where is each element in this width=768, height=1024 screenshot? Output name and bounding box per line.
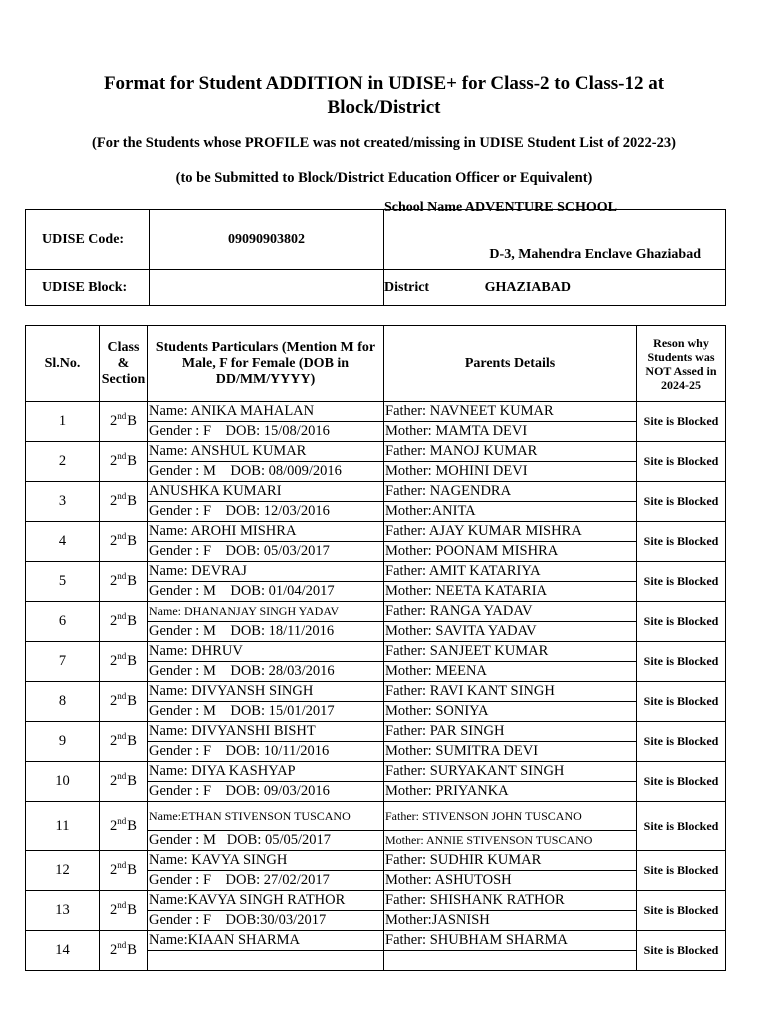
cell-mother: Mother: MOHINI DEVI <box>384 462 637 482</box>
cell-sl-no: 4 <box>26 522 100 562</box>
class-suffix: nd <box>117 900 127 911</box>
class-number: 2 <box>110 942 118 958</box>
class-suffix: nd <box>117 651 127 662</box>
table-row <box>26 891 726 911</box>
class-suffix: nd <box>117 771 127 782</box>
class-number: 2 <box>110 862 118 878</box>
cell-class-section <box>100 851 148 891</box>
cell-sl-no: 5 <box>26 562 100 602</box>
class-section: B <box>127 573 137 589</box>
cell-class-section <box>100 482 148 522</box>
class-suffix: nd <box>117 815 127 826</box>
cell-mother: Mother: NEETA KATARIA <box>384 582 637 602</box>
table-row <box>26 482 726 502</box>
cell-student-name: Name: ANIKA MAHALAN <box>148 402 384 422</box>
cell-father: Father: NAVNEET KUMAR <box>384 402 637 422</box>
table-row <box>26 402 726 422</box>
cell-gender-dob: Gender : F DOB: 12/03/2016 <box>148 502 384 522</box>
cell-reason: Site is Blocked <box>637 851 726 891</box>
udise-code-value: 09090903802 <box>150 210 384 270</box>
class-number: 2 <box>110 653 118 669</box>
cell-student-name: Name: DHANANJAY SINGH YADAV <box>148 602 384 622</box>
cell-student-name: ANUSHKA KUMARI <box>148 482 384 502</box>
cell-mother: Mother: MEENA <box>384 662 637 682</box>
student-table <box>25 325 726 971</box>
cell-father: Father: RAVI KANT SINGH <box>384 682 637 702</box>
cell-gender-dob: Gender : F DOB: 15/08/2016 <box>148 422 384 442</box>
cell-father: Father: RANGA YADAV <box>384 602 637 622</box>
cell-student-name: Name: DIVYANSHI BISHT <box>148 722 384 742</box>
cell-class-section <box>100 931 148 971</box>
cell-mother: Mother: ASHUTOSH <box>384 871 637 891</box>
header-parents-details: Parents Details <box>384 326 637 402</box>
class-section: B <box>127 902 137 918</box>
class-section: B <box>127 862 137 878</box>
cell-student-name: Name: DIVYANSH SINGH <box>148 682 384 702</box>
class-section: B <box>127 773 137 789</box>
class-number: 2 <box>110 493 118 509</box>
cell-gender-dob: Gender : M DOB: 18/11/2016 <box>148 622 384 642</box>
cell-class-section <box>100 402 148 442</box>
cell-student-name: Name: AROHI MISHRA <box>148 522 384 542</box>
cell-student-name: Name:ETHAN STIVENSON TUSCANO <box>148 802 384 831</box>
class-suffix: nd <box>117 451 127 462</box>
cell-mother: Mother:ANITA <box>384 502 637 522</box>
cell-sl-no: 9 <box>26 722 100 762</box>
cell-student-name: Name: DHRUV <box>148 642 384 662</box>
table-row <box>26 851 726 871</box>
subtitle-submission: (to be Submitted to Block/District Education Officer or Equivalent) <box>175 170 593 186</box>
title-line-2: Block/District <box>327 97 441 118</box>
cell-reason: Site is Blocked <box>637 402 726 442</box>
class-suffix: nd <box>117 571 127 582</box>
table-row <box>26 931 726 951</box>
cell-gender-dob <box>148 951 384 971</box>
subtitle-profile-missing: (For the Students whose PROFILE was not created/missing in UDISE Student List of 2022-23) <box>92 135 676 151</box>
cell-gender-dob: Gender : M DOB: 28/03/2016 <box>148 662 384 682</box>
cell-reason: Site is Blocked <box>637 931 726 971</box>
cell-sl-no: 11 <box>26 802 100 851</box>
cell-sl-no: 12 <box>26 851 100 891</box>
cell-sl-no: 6 <box>26 602 100 642</box>
cell-gender-dob: Gender : M DOB: 05/05/2017 <box>148 831 384 851</box>
class-number: 2 <box>110 573 118 589</box>
class-suffix: nd <box>117 491 127 502</box>
class-section: B <box>127 693 137 709</box>
cell-gender-dob: Gender : F DOB: 05/03/2017 <box>148 542 384 562</box>
cell-reason: Site is Blocked <box>637 762 726 802</box>
class-number: 2 <box>110 693 118 709</box>
cell-mother: Mother: POONAM MISHRA <box>384 542 637 562</box>
table-row <box>26 602 726 622</box>
cell-father: Father: SUDHIR KUMAR <box>384 851 637 871</box>
cell-reason: Site is Blocked <box>637 802 726 851</box>
cell-class-section <box>100 602 148 642</box>
cell-father: Father: SURYAKANT SINGH <box>384 762 637 782</box>
cell-mother: Mother: SUMITRA DEVI <box>384 742 637 762</box>
cell-class-section <box>100 802 148 851</box>
cell-class-section <box>100 682 148 722</box>
header-reason: Reson why Students was NOT Assed in 2024-25 <box>637 326 726 402</box>
title-line-1: Format for Student ADDITION in UDISE+ for Class-2 to Class-12 at <box>103 73 665 94</box>
cell-reason: Site is Blocked <box>637 602 726 642</box>
cell-sl-no: 3 <box>26 482 100 522</box>
cell-class-section <box>100 562 148 602</box>
cell-reason: Site is Blocked <box>637 891 726 931</box>
school-address: D-3, Mahendra Enclave Ghaziabad <box>489 247 701 262</box>
cell-father: Father: NAGENDRA <box>384 482 637 502</box>
school-name-cut: School Name ADVENTURE SCHOOL <box>384 200 617 215</box>
table-row <box>26 682 726 702</box>
class-section: B <box>127 733 137 749</box>
cell-mother: Mother: SAVITA YADAV <box>384 622 637 642</box>
cell-gender-dob: Gender : F DOB: 10/11/2016 <box>148 742 384 762</box>
class-number: 2 <box>110 613 118 629</box>
cell-father: Father: SHUBHAM SHARMA <box>384 931 637 951</box>
cell-mother: Mother: SONIYA <box>384 702 637 722</box>
cell-mother: Mother: ANNIE STIVENSON TUSCANO <box>384 831 637 851</box>
table-row <box>26 522 726 542</box>
cell-reason: Site is Blocked <box>637 642 726 682</box>
cell-sl-no: 14 <box>26 931 100 971</box>
cell-class-section <box>100 522 148 562</box>
cell-father: Father: MANOJ KUMAR <box>384 442 637 462</box>
cell-gender-dob: Gender : M DOB: 01/04/2017 <box>148 582 384 602</box>
class-section: B <box>127 613 137 629</box>
class-section: B <box>127 453 137 469</box>
class-suffix: nd <box>117 691 127 702</box>
cell-father: Father: AJAY KUMAR MISHRA <box>384 522 637 542</box>
cell-reason: Site is Blocked <box>637 682 726 722</box>
cell-reason: Site is Blocked <box>637 722 726 762</box>
cell-reason: Site is Blocked <box>637 442 726 482</box>
cell-student-name: Name: KAVYA SINGH <box>148 851 384 871</box>
header-class-section: Class & Section <box>100 326 148 402</box>
cell-student-name: Name:KAVYA SINGH RATHOR <box>148 891 384 911</box>
cell-reason: Site is Blocked <box>637 562 726 602</box>
class-suffix: nd <box>117 611 127 622</box>
class-number: 2 <box>110 453 118 469</box>
table-row <box>26 802 726 831</box>
cell-sl-no: 13 <box>26 891 100 931</box>
district-value: GHAZIABAD <box>484 279 571 295</box>
cell-reason: Site is Blocked <box>637 522 726 562</box>
header-student-particulars: Students Particulars (Mention M for Male, F for Female (DOB in DD/MM/YYYY) <box>148 326 384 402</box>
cell-class-section <box>100 442 148 482</box>
class-suffix: nd <box>117 411 127 422</box>
udise-code-label: UDISE Code: <box>26 210 150 270</box>
class-section: B <box>127 817 137 834</box>
cell-father: Father: PAR SINGH <box>384 722 637 742</box>
class-section: B <box>127 653 137 669</box>
cell-class-section <box>100 722 148 762</box>
cell-gender-dob: Gender : M DOB: 08/009/2016 <box>148 462 384 482</box>
class-suffix: nd <box>117 860 127 871</box>
cell-father: Father: AMIT KATARIYA <box>384 562 637 582</box>
table-row <box>26 642 726 662</box>
cell-father: Father: SHISHANK RATHOR <box>384 891 637 911</box>
cell-student-name: Name:KIAAN SHARMA <box>148 931 384 951</box>
class-number: 2 <box>110 902 118 918</box>
cell-sl-no: 8 <box>26 682 100 722</box>
class-number: 2 <box>110 817 118 834</box>
table-row <box>26 442 726 462</box>
cell-father: Father: STIVENSON JOHN TUSCANO <box>384 802 637 831</box>
cell-mother <box>384 951 637 971</box>
class-suffix: nd <box>117 731 127 742</box>
cell-mother: Mother: PRIYANKA <box>384 782 637 802</box>
table-row <box>26 562 726 582</box>
cell-sl-no: 7 <box>26 642 100 682</box>
table-row <box>26 762 726 782</box>
cell-class-section <box>100 642 148 682</box>
class-number: 2 <box>110 773 118 789</box>
table-row <box>26 722 726 742</box>
cell-class-section <box>100 762 148 802</box>
cell-sl-no: 2 <box>26 442 100 482</box>
cell-reason: Site is Blocked <box>637 482 726 522</box>
cell-sl-no: 10 <box>26 762 100 802</box>
class-section: B <box>127 493 137 509</box>
cell-gender-dob: Gender : F DOB:30/03/2017 <box>148 911 384 931</box>
cell-gender-dob: Gender : F DOB: 09/03/2016 <box>148 782 384 802</box>
cell-mother: Mother: MAMTA DEVI <box>384 422 637 442</box>
class-suffix: nd <box>117 940 127 951</box>
udise-block-label: UDISE Block: <box>26 270 150 306</box>
class-suffix: nd <box>117 531 127 542</box>
cell-gender-dob: Gender : F DOB: 27/02/2017 <box>148 871 384 891</box>
cell-father: Father: SANJEET KUMAR <box>384 642 637 662</box>
cell-student-name: Name: DEVRAJ <box>148 562 384 582</box>
class-number: 2 <box>110 533 118 549</box>
class-section: B <box>127 533 137 549</box>
district-label: District <box>384 279 430 295</box>
class-section: B <box>127 413 137 429</box>
cell-gender-dob: Gender : M DOB: 15/01/2017 <box>148 702 384 722</box>
class-number: 2 <box>110 733 118 749</box>
cell-student-name: Name: ANSHUL KUMAR <box>148 442 384 462</box>
header-sl-no: Sl.No. <box>26 326 100 402</box>
cell-mother: Mother:JASNISH <box>384 911 637 931</box>
class-number: 2 <box>110 413 118 429</box>
class-section: B <box>127 942 137 958</box>
cell-student-name: Name: DIYA KASHYAP <box>148 762 384 782</box>
cell-sl-no: 1 <box>26 402 100 442</box>
cell-class-section <box>100 891 148 931</box>
table-header-row <box>26 326 726 402</box>
